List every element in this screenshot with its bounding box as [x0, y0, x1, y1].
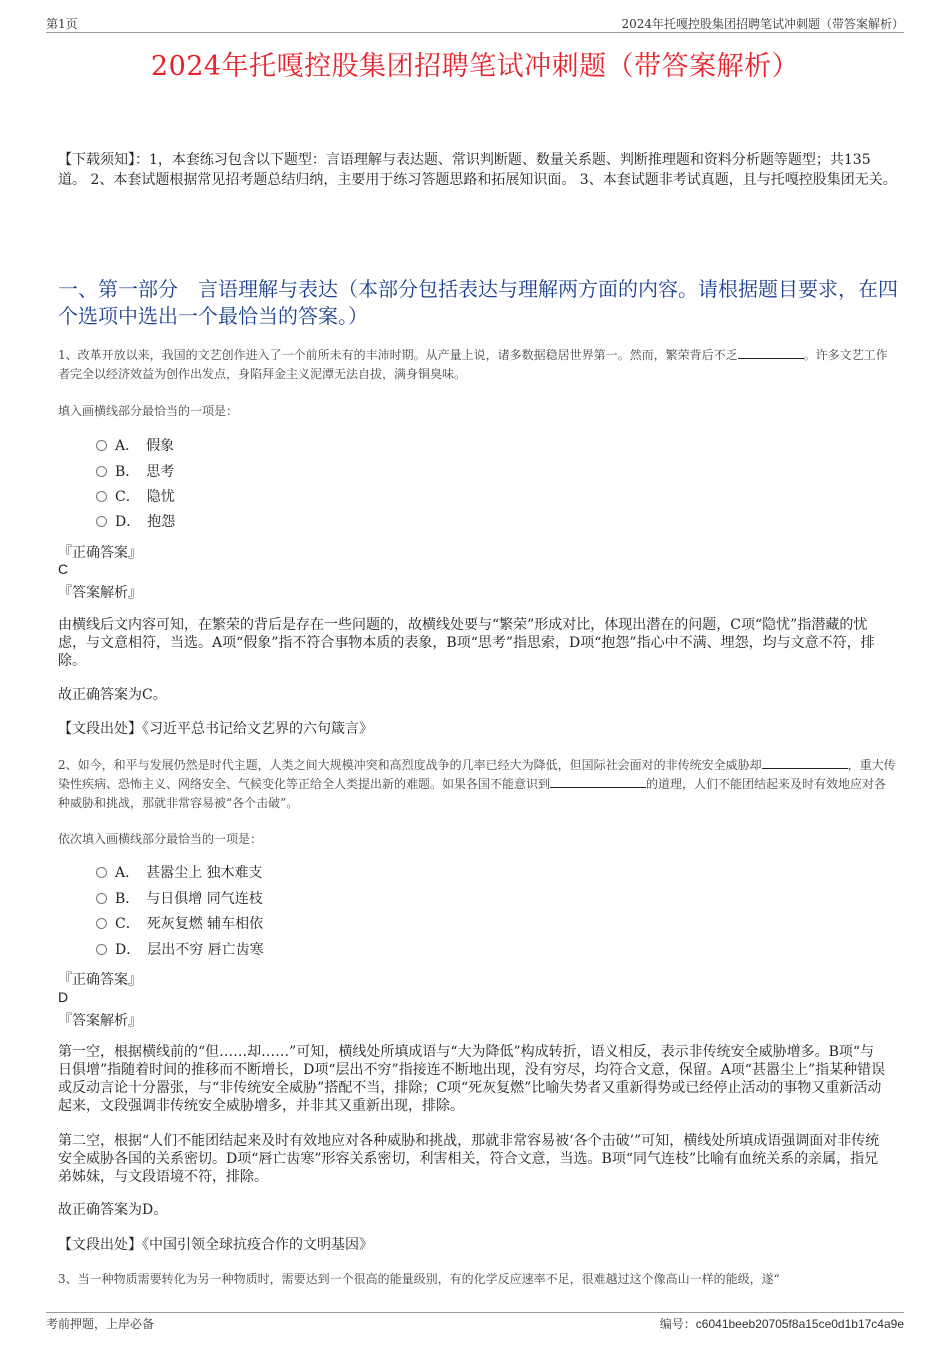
- q1-option-c[interactable]: C． 隐忧: [96, 487, 175, 507]
- radio-icon[interactable]: [96, 918, 107, 929]
- q1-answer: C: [58, 561, 69, 577]
- page-number: 第1页: [46, 17, 78, 31]
- radio-icon[interactable]: [96, 516, 107, 527]
- question-2-text: 2、如今，和平与发展仍然是时代主题，人类之间大规模冲突和高烈度战争的几率已经大为降低，但国际社会面对的非传统安全威胁却 ，重大传染性疾病、恐怖主义、网络安全、气候变化等正给全人类提出新的难题。如果各国不能意识到 的道理，人们不能团结起来及时有效地应对各种威胁和挑战，那就非常容易被“各个击破”。: [58, 758, 896, 810]
- q1-conclusion: 故正确答案为C。: [58, 687, 167, 703]
- radio-icon[interactable]: [96, 944, 107, 955]
- radio-icon[interactable]: [96, 491, 107, 502]
- page-title: 2024年托嘎控股集团招聘笔试冲刺题（带答案解析）: [150, 51, 800, 82]
- question-1-text: 1、改革开放以来，我国的文艺创作进入了一个前所未有的丰沛时期。从产量上说，诸多数据稳居世界第一。然而，繁荣背后不乏 。许多文艺工作者完全以经济效益为创作出发点，身陷拜金主义泥潭无法自拔，满身铜臭味。: [58, 348, 888, 381]
- radio-icon[interactable]: [96, 893, 107, 904]
- q1-option-b[interactable]: B． 思考: [96, 462, 174, 482]
- q1-answer-label: 『正确答案』: [58, 545, 142, 561]
- download-notice: 【下载须知】：1，本套练习包含以下题型：言语理解与表达题、常识判断题、数量关系题、判断推理题和资料分析题等题型；共135道。 2、本套试题根据常见招考题总结归纳，主要用于练习答题思路和拓展知识面。 3、本套试题非考试真题，且与托嘎控股集团无关。: [58, 152, 897, 188]
- q1-source: 【文段出处】《习近平总书记给文艺界的六句箴言》: [58, 721, 373, 737]
- page-header: [46, 14, 904, 33]
- q2-answer-label: 『正确答案』: [58, 972, 142, 988]
- radio-icon[interactable]: [96, 466, 107, 477]
- q2-answer: D: [58, 989, 69, 1005]
- q2-option-c[interactable]: C． 死灰复燃 辅车相依: [96, 914, 263, 934]
- answer-blank: [762, 756, 848, 769]
- footer-code: 编号：c6041beeb20705f8a15ce0d1b17c4a9e: [659, 1317, 904, 1331]
- page-footer: [46, 1312, 904, 1333]
- q2-option-a[interactable]: A． 甚嚣尘上 独木难支: [96, 863, 263, 883]
- footer-slogan: 考前押题，上岸必备: [46, 1317, 155, 1331]
- question-2-prompt: 依次填入画横线部分最恰当的一项是：: [58, 832, 263, 846]
- q2-analysis-2: 第二空，根据“人们不能团结起来及时有效地应对各种威胁和挑战，那就非常容易被‘各个击破’”可知，横线处所填成语强调面对非传统安全威胁各国的关系密切。D项“唇亡齿寒”形容关系密切，利害相关，符合文意，当选。B项“同气连枝”比喻有血统关系的亲属，指兄弟姊妹，与文段语境不符，排除。: [58, 1133, 880, 1185]
- q2-analysis-1: 第一空，根据横线前的“但……却……”可知，横线处所填成语与“大为降低”构成转折，语义相反，表示非传统安全威胁增多。B项“与日俱增”指随着时间的推移而不断增长，D项“层出不穷”指接连不断地出现，没有穷尽，均符合文意，保留。A项“甚嚣尘上”指某种错误或反动言论十分嚣张，与“非传统安全威胁”搭配不当，排除；C项“死灰复燃”比喻失势者又重新得势或已经停止活动的事物又重新活动起来，文段强调非传统安全威胁增多，并非其又重新出现，排除。: [58, 1044, 886, 1114]
- q2-source: 【文段出处】《中国引领全球抗疫合作的文明基因》: [58, 1237, 373, 1253]
- question-1-prompt: 填入画横线部分最恰当的一项是：: [58, 404, 239, 418]
- q1-analysis-label: 『答案解析』: [58, 585, 142, 601]
- q2-option-b[interactable]: B． 与日俱增 同气连枝: [96, 889, 263, 909]
- radio-icon[interactable]: [96, 440, 107, 451]
- section-heading: 一、第一部分 言语理解与表达（本部分包括表达与理解两方面的内容。请根据题目要求，在四个选项中选出一个最恰当的答案。）: [58, 277, 898, 328]
- q2-option-d[interactable]: D． 层出不穷 唇亡齿寒: [96, 940, 264, 960]
- answer-blank: [550, 775, 646, 788]
- q2-analysis-label: 『答案解析』: [58, 1013, 142, 1029]
- q2-conclusion: 故正确答案为D。: [58, 1202, 168, 1218]
- q1-option-d[interactable]: D． 抱怨: [96, 512, 175, 532]
- header-doc-title: 2024年托嘎控股集团招聘笔试冲刺题（带答案解析）: [621, 17, 904, 31]
- radio-icon[interactable]: [96, 867, 107, 878]
- q1-analysis: 由横线后文内容可知，在繁荣的背后是存在一些问题的，故横线处要与“繁荣”形成对比，体现出潜在的问题，C项“隐忧”指潜藏的忧虑，与文意相符，当选。A项“假象”指不符合事物本质的表象，B项“思考”指思索，D项“抱怨”指心中不满、埋怨，均与文意不符，排除。: [58, 617, 875, 669]
- answer-blank: [738, 346, 804, 359]
- question-3-text: 3、当一种物质需要转化为另一种物质时，需要达到一个很高的能量级别，有的化学反应速率不足，很难越过这个像高山一样的能级，遂“: [58, 1272, 780, 1286]
- q1-option-a[interactable]: A． 假象: [96, 436, 174, 456]
